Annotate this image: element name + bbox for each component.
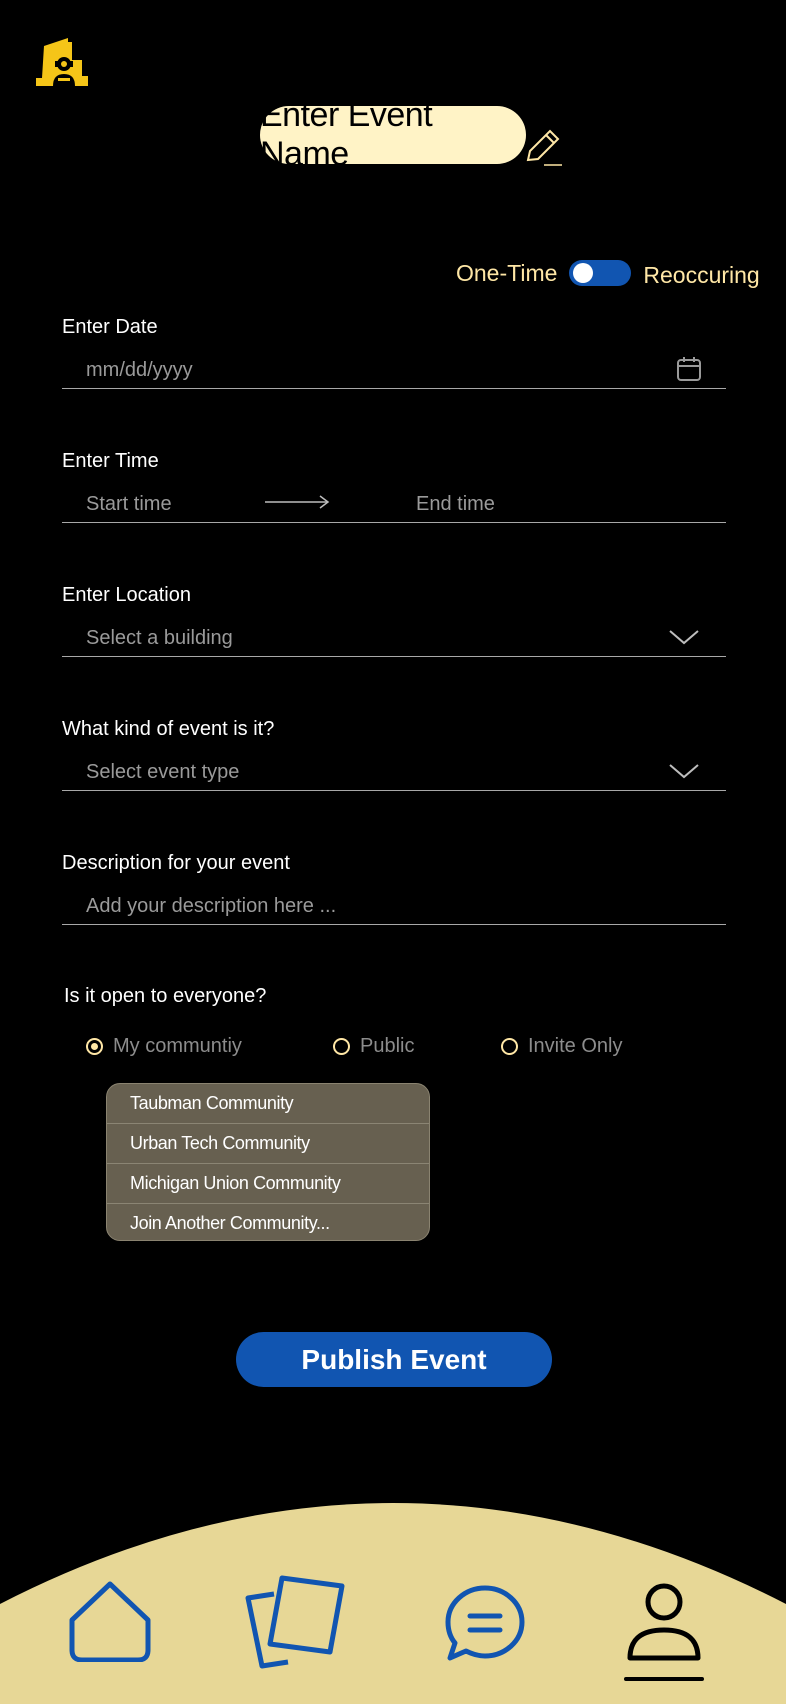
time-underline (62, 522, 726, 523)
active-tab-indicator (624, 1677, 704, 1681)
community-option[interactable]: Taubman Community (107, 1084, 429, 1124)
description-underline (62, 924, 726, 925)
calendar-icon[interactable] (676, 356, 702, 382)
radio-label: My communtiy (113, 1035, 242, 1057)
time-field (62, 450, 726, 524)
radio-my-community[interactable] (86, 1035, 242, 1058)
radio-invite-only[interactable] (501, 1035, 622, 1058)
arrow-right-icon (264, 494, 330, 510)
reoccuring-label[interactable]: Reoccuring (643, 261, 760, 288)
event-type-label: What kind of event is it? (62, 718, 275, 740)
time-label: Enter Time (62, 450, 159, 472)
community-option[interactable]: Urban Tech Community (107, 1124, 429, 1164)
date-input[interactable]: mm/dd/yyyy (86, 359, 193, 381)
chat-icon[interactable] (444, 1584, 526, 1662)
start-time-input[interactable]: Start time (86, 493, 172, 515)
event-name-input[interactable]: Enter Event Name (260, 106, 526, 164)
date-label: Enter Date (62, 316, 158, 338)
description-input[interactable]: Add your description here ... (86, 895, 337, 917)
date-underline (62, 388, 726, 389)
radio-label: Invite Only (528, 1035, 623, 1057)
location-field (62, 584, 726, 658)
frequency-switch[interactable] (569, 260, 631, 286)
pencil-icon[interactable] (522, 126, 564, 168)
event-type-field (62, 718, 726, 792)
home-icon[interactable] (68, 1580, 152, 1662)
community-option[interactable]: Michigan Union Community (107, 1164, 429, 1204)
radio-public[interactable] (333, 1035, 414, 1058)
community-dropdown (106, 1083, 430, 1241)
description-field (62, 852, 726, 926)
app-logo-icon (34, 32, 98, 92)
profile-icon[interactable] (622, 1582, 706, 1666)
chevron-down-icon[interactable] (668, 762, 700, 780)
publish-event-button[interactable]: Publish Event (236, 1332, 552, 1387)
location-select[interactable]: Select a building (86, 627, 233, 649)
one-time-label[interactable]: One-Time (456, 259, 558, 286)
chevron-down-icon[interactable] (668, 628, 700, 646)
join-community-option[interactable]: Join Another Community... (130, 1213, 330, 1233)
audience-question: Is it open to everyone? (64, 985, 267, 1007)
event-type-select[interactable]: Select event type (86, 761, 240, 783)
end-time-input[interactable]: End time (416, 493, 495, 515)
event-type-underline (62, 790, 726, 791)
location-label: Enter Location (62, 584, 191, 606)
radio-unselected-icon (501, 1038, 518, 1055)
cards-icon[interactable] (244, 1572, 346, 1670)
radio-unselected-icon (333, 1038, 350, 1055)
switch-knob (573, 263, 593, 283)
radio-selected-icon (86, 1038, 103, 1055)
frequency-toggle (456, 258, 760, 288)
location-underline (62, 656, 726, 657)
description-label: Description for your event (62, 852, 290, 874)
date-field (62, 316, 726, 390)
radio-label: Public (360, 1035, 415, 1057)
